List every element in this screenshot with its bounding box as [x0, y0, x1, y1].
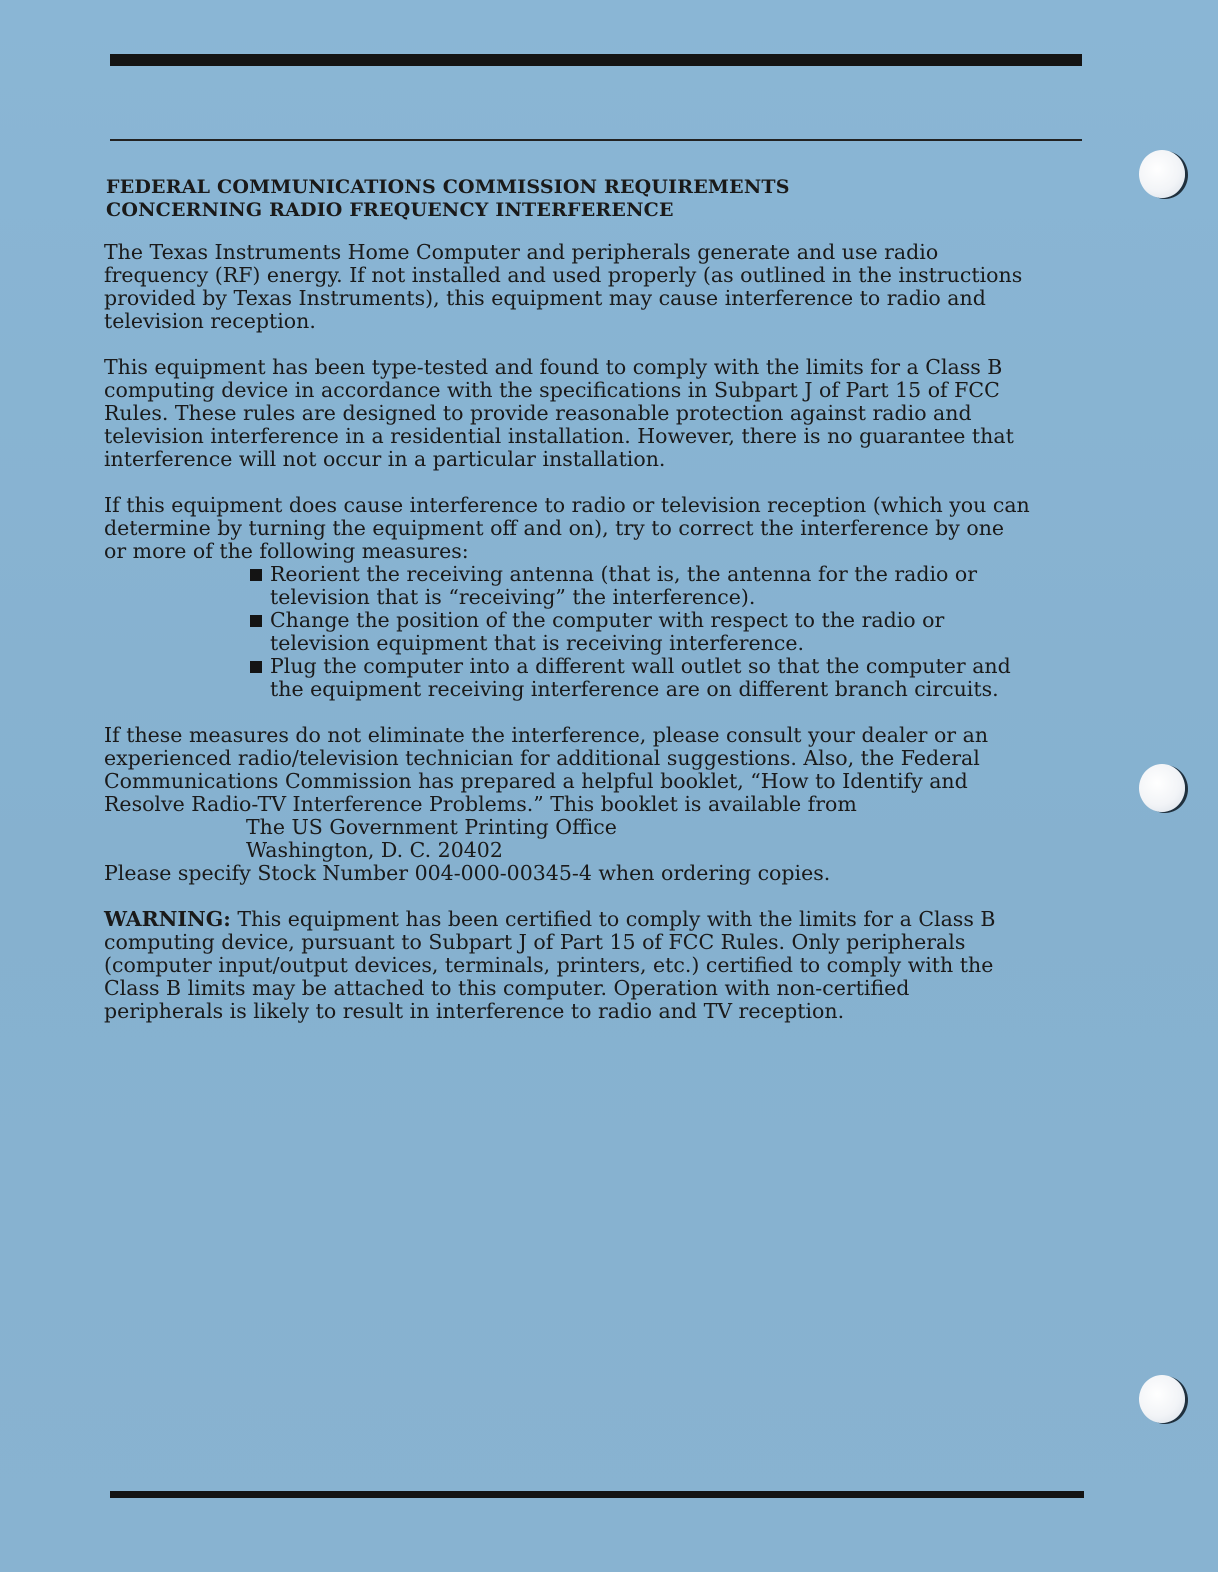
text-line: experienced radio/television technician for additional suggestions. Also, the Federal: [104, 746, 980, 770]
warning-label: WARNING:: [104, 907, 231, 931]
warning-first-line: [104, 908, 1079, 931]
text-line: The Texas Instruments Home Computer and peripherals generate and use radio: [104, 240, 939, 264]
top-thick-rule: [110, 54, 1082, 66]
text-line: or more of the following measures:: [104, 539, 469, 563]
bottom-thick-rule: [110, 1491, 1084, 1498]
text-line: Communications Commission has prepared a helpful booklet, “How to Identify and: [104, 769, 968, 793]
title-line-1: FEDERAL COMMUNICATIONS COMMISSION REQUIREMENTS: [106, 176, 790, 198]
text-line: If these measures do not eliminate the interference, please consult your dealer or an: [104, 723, 989, 747]
page-title: [106, 176, 1079, 222]
top-thin-rule: [110, 139, 1082, 141]
address-line-1: The US Government Printing Office: [246, 815, 617, 839]
text-line: computing device, pursuant to Subpart J of Part 15 of FCC Rules. Only peripherals: [104, 930, 966, 954]
text-line: (computer input/output devices, terminals, printers, etc.) certified to comply with the: [104, 953, 994, 977]
square-bullet-icon: [250, 569, 262, 581]
text-line: Rules. These rules are designed to provide reasonable protection against radio and: [104, 401, 972, 425]
binder-hole-bottom: [1139, 1375, 1185, 1423]
title-line-2: CONCERNING RADIO FREQUENCY INTERFERENCE: [106, 199, 674, 221]
binder-hole-middle: [1139, 764, 1185, 812]
paragraph-warning: [104, 908, 1079, 1023]
paragraph-measures-intro: [104, 494, 1079, 563]
measures-list: [104, 563, 1079, 701]
fcc-notice: [104, 176, 1079, 1046]
list-item: [104, 609, 1079, 655]
text-line: television that is “receiving” the interference).: [270, 585, 756, 609]
text-line: computing device in accordance with the specifications in Subpart J of Part 15 of FCC: [104, 378, 1000, 402]
binder-hole-top: [1139, 150, 1185, 198]
text-line: determine by turning the equipment off and on), try to correct the interference by one: [104, 516, 1005, 540]
square-bullet-icon: [250, 661, 262, 673]
text-line: Reorient the receiving antenna (that is, the antenna for the radio or: [270, 562, 978, 586]
text-line: Plug the computer into a different wall outlet so that the computer and: [270, 654, 1011, 678]
text-line: frequency (RF) energy. If not installed and used properly (as outlined in the instructions: [104, 263, 1023, 287]
list-item: [104, 655, 1079, 701]
text-line: provided by Texas Instruments), this equipment may cause interference to radio and: [104, 286, 986, 310]
text-line: If this equipment does cause interference to radio or television reception (which you can: [104, 493, 1030, 517]
square-bullet-icon: [250, 615, 262, 627]
list-item: [104, 563, 1079, 609]
warning-text: This equipment has been certified to comply with the limits for a Class B: [237, 907, 996, 931]
paragraph-rf-energy: [104, 241, 1079, 333]
text-line: Resolve Radio-TV Interference Problems.” This booklet is available from: [104, 792, 857, 816]
text-line: This equipment has been type-tested and found to comply with the limits for a Class B: [104, 355, 1003, 379]
text-line: television equipment that is receiving interference.: [270, 631, 805, 655]
order-note: Please specify Stock Number 004-000-00345-4 when ordering copies.: [104, 861, 831, 885]
paragraph-type-tested: [104, 356, 1079, 471]
address-line-2: Washington, D. C. 20402: [246, 838, 503, 862]
text-line: interference will not occur in a particular installation.: [104, 447, 666, 471]
paragraph-booklet: [104, 724, 1079, 885]
text-line: the equipment receiving interference are on different branch circuits.: [270, 677, 999, 701]
text-line: Change the position of the computer with respect to the radio or: [270, 608, 945, 632]
text-line: peripherals is likely to result in interference to radio and TV reception.: [104, 999, 845, 1023]
text-line: television reception.: [104, 309, 316, 333]
text-line: Class B limits may be attached to this computer. Operation with non-certified: [104, 976, 910, 1000]
text-line: television interference in a residential installation. However, there is no guarantee that: [104, 424, 1014, 448]
